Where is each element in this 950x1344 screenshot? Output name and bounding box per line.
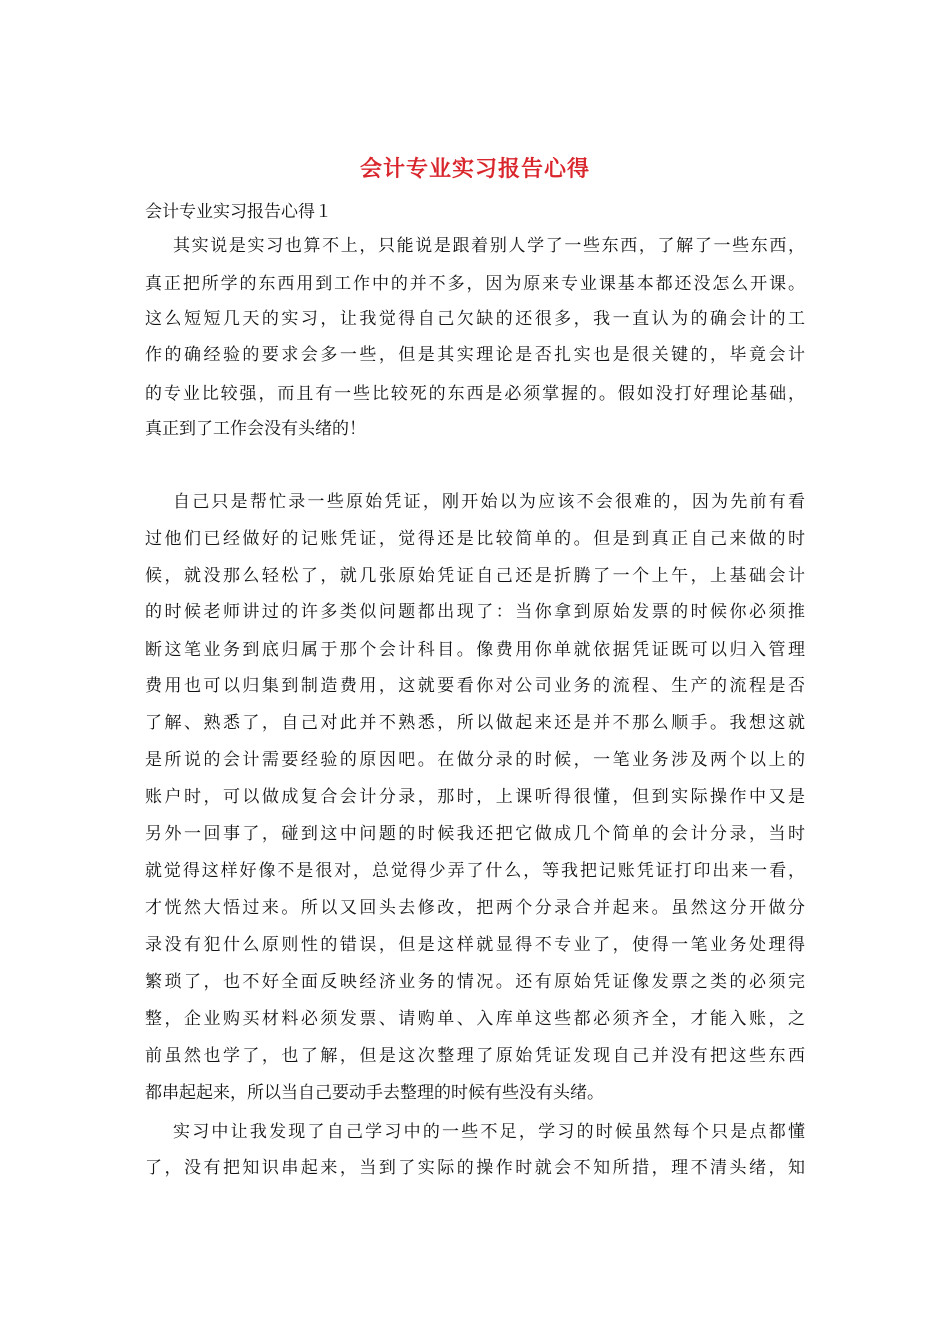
paragraph-2-line-4: 的时候老师讲过的许多类似问题都出现了：当你拿到原始发票的时候你必须推 <box>145 602 805 622</box>
paragraph-1-line-3: 这么短短几天的实习，让我觉得自己欠缺的还很多，我一直认为的确会计的工 <box>145 309 805 329</box>
paragraph-2-line-9: 账户时，可以做成复合会计分录，那时，上课听得很懂，但到实际操作中又是 <box>145 787 805 807</box>
paragraph-1-line-1: 其实说是实习也算不上，只能说是跟着别人学了一些东西，了解了一些东西， <box>173 236 805 256</box>
paragraph-2-line-15: 整，企业购买材料必须发票、请购单、入库单这些都必须齐全，才能入账，之 <box>145 1009 805 1029</box>
paragraph-1-line-2: 真正把所学的东西用到工作中的并不多，因为原来专业课基本都还没怎么开课。 <box>145 274 805 294</box>
paragraph-3-line-1: 实习中让我发现了自己学习中的一些不足，学习的时候虽然每个只是点都懂 <box>173 1122 805 1142</box>
paragraph-3-line-2: 了，没有把知识串起来，当到了实际的操作时就会不知所措，理不清头绪，知 <box>145 1158 805 1178</box>
paragraph-2-line-14: 繁琐了，也不好全面反映经济业务的情况。还有原始凭证像发票之类的必须完 <box>145 972 805 992</box>
paragraph-1-line-6: 真正到了工作会没有头绪的！ <box>145 419 366 439</box>
paragraph-2-line-1: 自己只是帮忙录一些原始凭证，刚开始以为应该不会很难的，因为先前有看 <box>173 492 805 512</box>
paragraph-2-line-2: 过他们已经做好的记账凭证，觉得还是比较简单的。但是到真正自己来做的时 <box>145 529 805 549</box>
paragraph-2-line-12: 才恍然大悟过来。所以又回头去修改，把两个分录合并起来。虽然这分开做分 <box>145 898 805 918</box>
paragraph-2-line-11: 就觉得这样好像不是很对，总觉得少弄了什么，等我把记账凭证打印出来一看， <box>145 861 805 881</box>
paragraph-1-line-5: 的专业比较强，而且有一些比较死的东西是必须掌握的。假如没打好理论基础， <box>145 384 805 404</box>
paragraph-2-line-10: 另外一回事了，碰到这中问题的时候我还把它做成几个简单的会计分录，当时 <box>145 824 805 844</box>
paragraph-1-line-4: 作的确经验的要求会多一些，但是其实理论是否扎实也是很关键的，毕竟会计 <box>145 345 805 365</box>
paragraph-2-line-8: 是所说的会计需要经验的原因吧。在做分录的时候，一笔业务涉及两个以上的 <box>145 750 805 770</box>
paragraph-2-line-3: 候，就没那么轻松了，就几张原始凭证自己还是折腾了一个上午，上基础会计 <box>145 566 805 586</box>
paragraph-2-line-6: 费用也可以归集到制造费用，这就要看你对公司业务的流程、生产的流程是否 <box>145 676 805 696</box>
paragraph-2-line-13: 录没有犯什么原则性的错误，但是这样就显得不专业了，使得一笔业务处理得 <box>145 935 805 955</box>
paragraph-2-line-16: 前虽然也学了，也了解，但是这次整理了原始凭证发现自己并没有把这些东西 <box>145 1046 805 1066</box>
paragraph-2-line-7: 了解、熟悉了，自己对此并不熟悉，所以做起来还是并不那么顺手。我想这就 <box>145 713 805 733</box>
document-title: 会计专业实习报告心得 <box>359 156 590 182</box>
paragraph-2-line-17: 都串起起来，所以当自己要动手去整理的时候有些没有头绪。 <box>145 1083 604 1103</box>
paragraph-2-line-5: 断这笔业务到底归属于那个会计科目。像费用你单就依据凭证既可以归入管理 <box>145 640 805 660</box>
section-heading: 会计专业实习报告心得１ <box>145 202 332 222</box>
